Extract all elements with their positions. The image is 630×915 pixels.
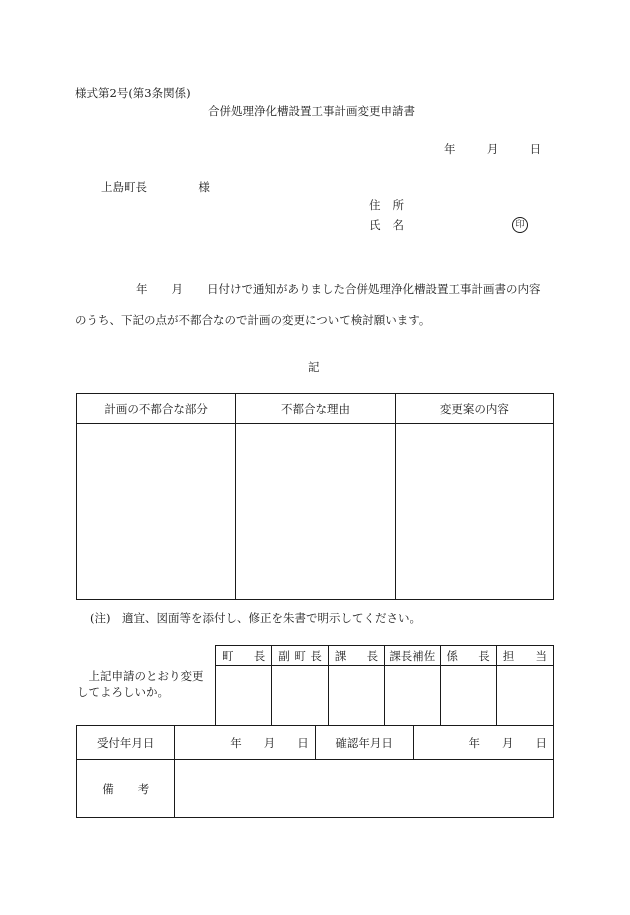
role-staff: 担 当	[496, 646, 553, 666]
stamp-cell-unit-chief[interactable]	[440, 666, 496, 726]
remarks-label: 備 考	[77, 760, 175, 818]
received-date-value[interactable]: 年 月 日	[175, 726, 315, 760]
confirmed-date-label: 確認年月日	[315, 726, 413, 760]
role-assistant-section-chief: 課長補佐	[385, 646, 440, 666]
seal-mark	[512, 216, 528, 233]
role-mayor: 町 長	[216, 646, 272, 666]
date-day: 日	[529, 142, 542, 156]
approval-table	[215, 645, 554, 726]
body-line-2: のうち、下記の点が不都合なので計画の変更について検討願います。	[75, 313, 431, 327]
remarks-field[interactable]	[175, 760, 554, 818]
confirmed-date-value[interactable]: 年 月 日	[413, 726, 553, 760]
seal-icon: 印	[512, 217, 528, 233]
stamp-cell-mayor[interactable]	[216, 666, 272, 726]
form-number: 様式第2号(第3条関係)	[75, 86, 191, 100]
ki-heading: 記	[308, 360, 320, 374]
role-section-chief: 課 長	[328, 646, 384, 666]
stamp-cell-section-chief[interactable]	[328, 666, 384, 726]
received-date-label: 受付年月日	[77, 726, 175, 760]
footer-table	[76, 725, 554, 818]
addressee	[101, 180, 210, 194]
date-line	[444, 142, 541, 156]
header-proposed-change: 変更案の内容	[395, 394, 553, 424]
date-month: 月	[486, 142, 499, 156]
name-label: 氏 名	[369, 218, 404, 232]
stamp-cell-assistant-section-chief[interactable]	[385, 666, 440, 726]
header-problem-part: 計画の不都合な部分	[77, 394, 236, 424]
addressee-honorific: 様	[198, 180, 210, 194]
change-table	[76, 393, 554, 600]
problem-reason-cell[interactable]	[236, 424, 395, 600]
date-year: 年	[444, 142, 456, 156]
stamp-cell-deputy-mayor[interactable]	[272, 666, 329, 726]
address-label: 住 所	[369, 198, 404, 212]
approval-question: 上記申請のとおり変更してよろしいか。	[77, 669, 204, 699]
note: (注) 適宜、図面等を添付し、修正を朱書で明示してください。	[90, 611, 421, 625]
role-unit-chief: 係 長	[440, 646, 496, 666]
addressee-name: 上島町長	[101, 180, 147, 194]
stamp-cell-staff[interactable]	[496, 666, 553, 726]
problem-part-cell[interactable]	[77, 424, 236, 600]
proposed-change-cell[interactable]	[395, 424, 553, 600]
header-problem-reason: 不都合な理由	[236, 394, 395, 424]
body-line-1: 年 月 日付けで通知がありました合併処理浄化槽設置工事計画書の内容	[136, 282, 541, 296]
role-deputy-mayor: 副 町 長	[272, 646, 329, 666]
document-title: 合併処理浄化槽設置工事計画変更申請書	[208, 104, 415, 118]
